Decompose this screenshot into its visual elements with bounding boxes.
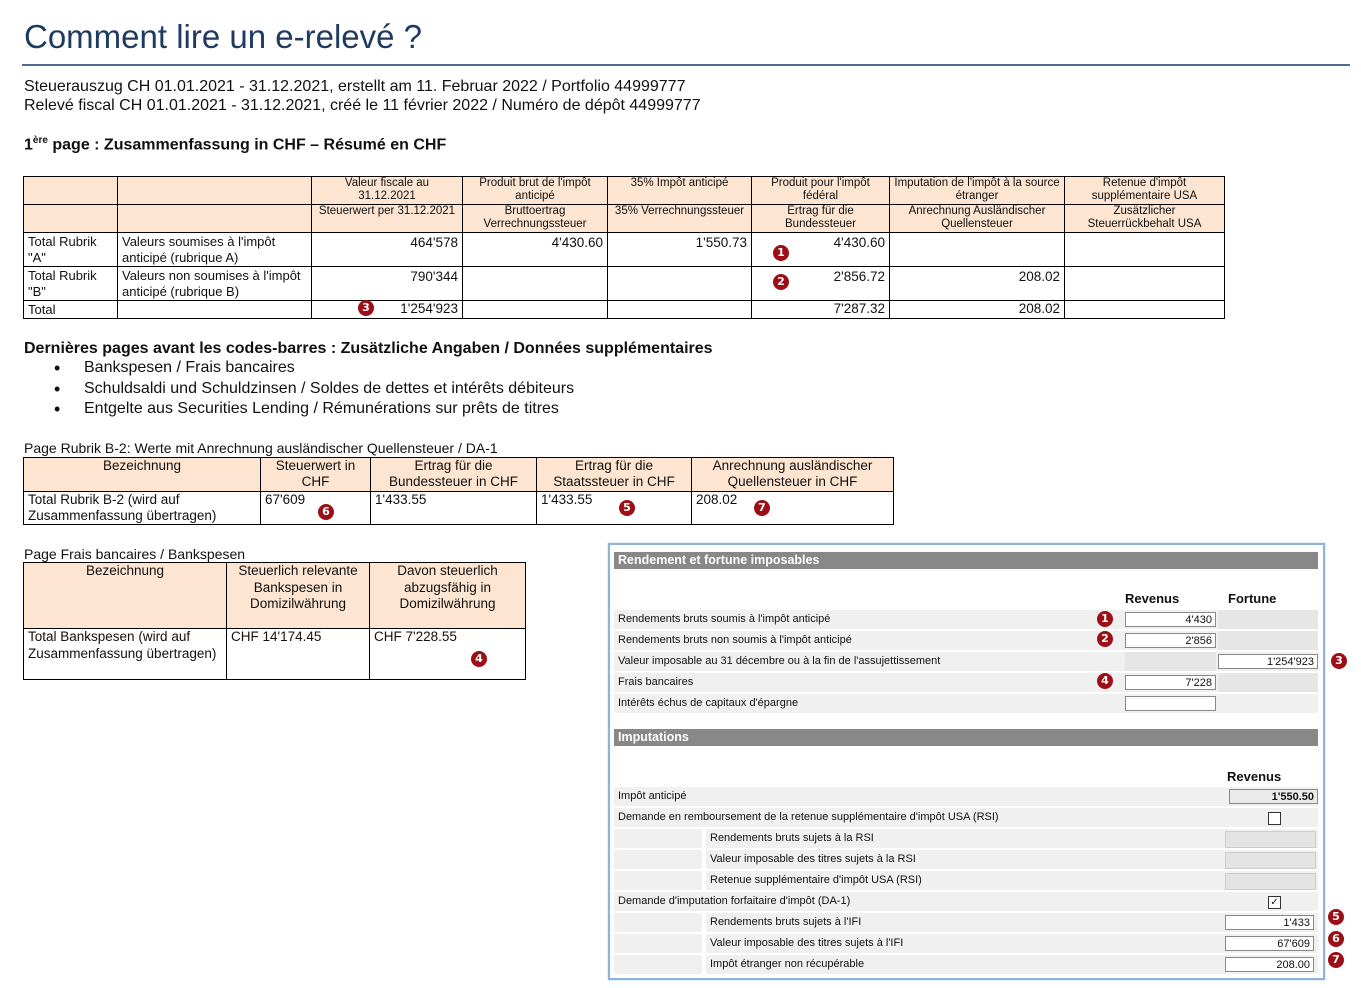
summary-header-de: Bruttoertrag Verrechnungssteuer [463, 205, 608, 233]
form-row-label: Retenue supplémentaire d'impôt USA (RSI) [710, 874, 922, 886]
b2-cell: 1'433.55 [371, 492, 537, 525]
form-cell-disabled [1125, 652, 1216, 671]
cell-value [608, 301, 752, 319]
marker-3-badge: 3 [1331, 653, 1347, 669]
ifi-valeur-input[interactable]: 67'609 [1225, 936, 1314, 951]
bank-header: Steuerlich relevante Bankspesen in Domizilwährung [227, 563, 370, 629]
form-row [614, 694, 1318, 713]
form-row [706, 955, 1318, 974]
summary-header-de: Zusätzlicher Steuerrückbehalt USA [1065, 205, 1225, 233]
cell-value [1065, 267, 1225, 301]
row-desc: Valeurs non soumises à l'impôt anticipé (rubrique B) [118, 267, 312, 301]
revenus-input[interactable]: 2'856 [1125, 633, 1216, 648]
fortune-input[interactable]: 1'254'923 [1218, 654, 1318, 669]
cell-value: 2'856.72 [752, 267, 890, 301]
b2-header: Bezeichnung [24, 458, 261, 492]
form-row [706, 850, 1318, 869]
ifi-revenus-input[interactable]: 1'433 [1225, 915, 1314, 930]
summary-heading: 1ère page : Zusammenfassung in CHF – Résumé en CHF [24, 135, 447, 154]
form-row [614, 652, 1318, 671]
cell-value: 4'430.60 [463, 233, 608, 267]
col-header-fortune: Fortune [1228, 591, 1277, 606]
form-cell-disabled [1225, 831, 1316, 848]
marker-1-badge: 1 [1097, 611, 1113, 627]
impot-etranger-input[interactable]: 208.00 [1225, 957, 1314, 972]
summary-header-fr: 35% Impôt anticipé [608, 177, 752, 205]
form-row [614, 631, 1318, 650]
marker-5-badge: 5 [1328, 909, 1344, 925]
cell-value [463, 267, 608, 301]
cell-value: 7'287.32 [752, 301, 890, 319]
indent-cell [614, 955, 702, 974]
col-header-revenus: Revenus [1125, 591, 1180, 606]
cell-value [890, 233, 1065, 267]
form-row-label: Rendements bruts sujets à l'IFI [710, 916, 862, 928]
form-row [614, 610, 1318, 629]
marker-1-badge: 1 [773, 245, 789, 261]
cell-value: 1'550.73 [608, 233, 752, 267]
form-row [614, 808, 1318, 827]
marker-5-badge: 5 [619, 500, 635, 516]
last-pages-list [54, 359, 574, 421]
form-row [706, 934, 1318, 953]
form-row-label: Demande d'imputation forfaitaire d'impôt (DA-1) [618, 895, 851, 907]
form-cell-disabled [1218, 673, 1318, 692]
marker-2-badge: 2 [773, 274, 789, 290]
table-row [24, 301, 1225, 319]
form-row [614, 892, 1318, 911]
summary-header-fr: Imputation de l'impôt à la source étranger [890, 177, 1065, 205]
summary-header-fr: Produit pour l'impôt fédéral [752, 177, 890, 205]
cell-value [1065, 301, 1225, 319]
bank-cell: CHF 7'228.55 [370, 629, 526, 680]
cell-value [1065, 233, 1225, 267]
row-label: Total Rubrik "B" [24, 267, 118, 301]
revenus-input[interactable]: 7'228 [1125, 675, 1216, 690]
form-cell-disabled [1218, 631, 1318, 650]
cell-value [608, 267, 752, 301]
form-row-label: Valeur imposable des titres sujets à l'IFI [710, 937, 904, 949]
table-row [24, 267, 1225, 301]
revenus-input[interactable]: 4'430 [1125, 612, 1216, 627]
indent-cell [614, 850, 702, 869]
marker-2-badge: 2 [1097, 631, 1113, 647]
b2-cell: 1'433.55 [537, 492, 692, 525]
b2-cell: Total Rubrik B-2 (wird auf Zusammenfassung übertragen) [24, 492, 261, 525]
indent-cell [614, 871, 702, 890]
row-label: Total [24, 301, 118, 319]
cell-value: 208.02 [890, 267, 1065, 301]
page-title: Comment lire un e-relevé ? [24, 18, 422, 55]
indent-cell [614, 829, 702, 848]
impot-anticipe-value: 1'550.50 [1229, 789, 1318, 804]
last-pages-heading: Dernières pages avant les codes-barres : Zusätzliche Angaben / Données supplémentaires [24, 340, 713, 357]
form-row [706, 829, 1318, 848]
form-row [706, 913, 1318, 932]
form-row [614, 673, 1318, 692]
form-cell-disabled [1225, 852, 1316, 869]
subtitle-de: Steuerauszug CH 01.01.2021 - 31.12.2021, erstellt am 11. Februar 2022 / Portfolio 44999777 [24, 78, 686, 95]
form-row-label: Rendements bruts soumis à l'impôt anticipé [618, 613, 831, 625]
b2-header: Steuerwert in CHF [261, 458, 371, 492]
list-item: • Schuldsaldi und Schuldzinsen / Soldes de dettes et intérêts débiteurs [54, 380, 574, 401]
subtitle-fr: Relevé fiscal CH 01.01.2021 - 31.12.2021, créé le 11 février 2022 / Numéro de dépôt 44999777 [24, 97, 701, 114]
marker-4-badge: 4 [1097, 673, 1113, 689]
da1-checkbox[interactable]: ✓ [1268, 896, 1281, 909]
row-label: Total Rubrik "A" [24, 233, 118, 267]
summary-header-de: 35% Verrechnungssteuer [608, 205, 752, 233]
cell-value: 4'430.60 [752, 233, 890, 267]
b2-caption: Page Rubrik B-2: Werte mit Anrechnung ausländischer Quellensteuer / DA-1 [24, 440, 498, 456]
summary-header-fr: Produit brut de l'impôt anticipé [463, 177, 608, 205]
form-row-label: Impôt anticipé [618, 790, 687, 802]
bank-header: Davon steuerlich abzugsfähig in Domizilwährung [370, 563, 526, 629]
summary-header-fr: Valeur fiscale au 31.12.2021 [312, 177, 463, 205]
form-row-label: Rendements bruts sujets à la RSI [710, 832, 874, 844]
b2-cell: 208.02 [692, 492, 894, 525]
marker-3-badge: 3 [358, 300, 374, 316]
rsi-checkbox[interactable] [1268, 812, 1281, 825]
table-row [24, 233, 1225, 267]
b2-header: Anrechnung ausländischer Quellensteuer in CHF [692, 458, 894, 492]
form-cell-disabled [1218, 610, 1318, 629]
section-header: Rendement et fortune imposables [614, 552, 1318, 569]
summary-header-de: Anrechnung Ausländischer Quellensteuer [890, 205, 1065, 233]
summary-header-de: Ertrag für die Bundessteuer [752, 205, 890, 233]
bank-cell: CHF 14'174.45 [227, 629, 370, 680]
bank-table [23, 562, 526, 680]
form-row-label: Valeur imposable des titres sujets à la RSI [710, 853, 916, 865]
form-row-label: Demande en remboursement de la retenue supplémentaire d'impôt USA (RSI) [618, 811, 999, 823]
revenus-input[interactable] [1125, 696, 1216, 711]
summary-header-de: Steuerwert per 31.12.2021 [312, 205, 463, 233]
b2-header: Ertrag für die Staatssteuer in CHF [537, 458, 692, 492]
cell-value: 208.02 [890, 301, 1065, 319]
form-row-label: Rendements bruts non soumis à l'impôt anticipé [618, 634, 852, 646]
marker-6-badge: 6 [318, 504, 334, 520]
cell-value [463, 301, 608, 319]
form-row [614, 787, 1318, 806]
summary-header-fr: Retenue d'impôt supplémentaire USA [1065, 177, 1225, 205]
list-item: • Bankspesen / Frais bancaires [54, 359, 574, 380]
form-row-label: Frais bancaires [618, 676, 694, 688]
bank-header: Bezeichnung [24, 563, 227, 629]
form-row-label: Impôt étranger non récupérable [710, 958, 865, 970]
marker-7-badge: 7 [1328, 952, 1344, 968]
form-row-label: Intérêts échus de capitaux d'épargne [618, 697, 799, 709]
cell-value: 1'254'923 [312, 301, 463, 319]
marker-6-badge: 6 [1328, 931, 1344, 947]
summary-table [23, 176, 1225, 319]
form-cell-disabled [1225, 873, 1316, 890]
form-row [706, 871, 1318, 890]
marker-7-badge: 7 [754, 500, 770, 516]
bank-caption: Page Frais bancaires / Bankspesen [24, 546, 246, 562]
b2-header: Ertrag für die Bundessteuer in CHF [371, 458, 537, 492]
table-row [24, 629, 526, 680]
b2-cell: 67'609 [261, 492, 371, 525]
section-header: Imputations [614, 729, 1318, 746]
marker-4-badge: 4 [471, 651, 487, 667]
form-row-label: Valeur imposable au 31 décembre ou à la fin de l'assujettissement [618, 655, 941, 667]
row-desc: Valeurs soumises à l'impôt anticipé (rubrique A) [118, 233, 312, 267]
cell-value: 464'578 [312, 233, 463, 267]
cell-value: 790'344 [312, 267, 463, 301]
col-header-revenus: Revenus [1227, 769, 1282, 784]
indent-cell [614, 934, 702, 953]
tax-form-panel [608, 543, 1325, 980]
list-item: • Entgelte aus Securities Lending / Rémunérations sur prêts de titres [54, 400, 574, 421]
bank-cell: Total Bankspesen (wird auf Zusammenfassung übertragen) [24, 629, 227, 680]
indent-cell [614, 913, 702, 932]
title-rule [22, 64, 1350, 66]
row-desc [118, 301, 312, 319]
